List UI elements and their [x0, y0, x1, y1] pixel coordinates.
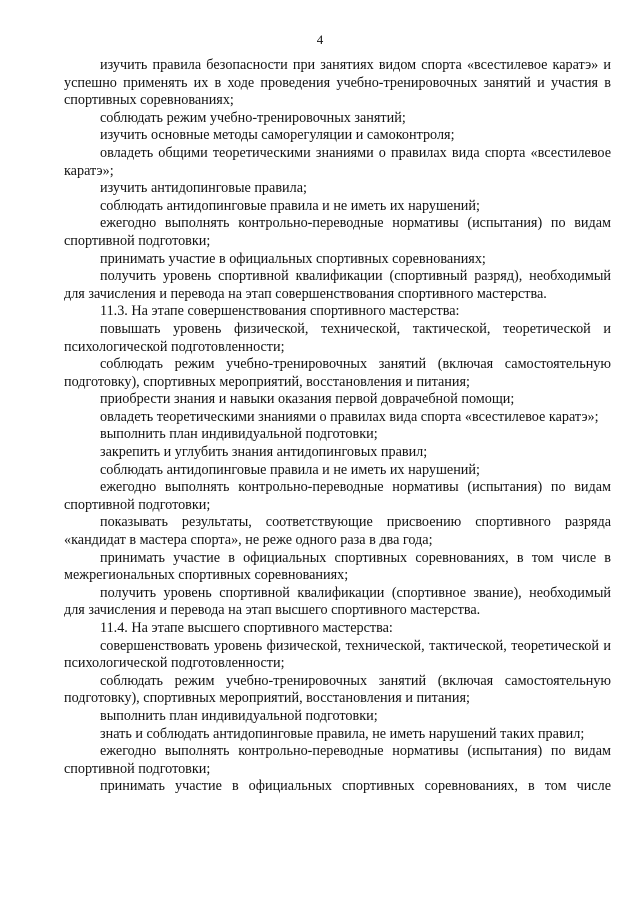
paragraph-first-aid: приобрести знания и навыки оказания первой доврачебной помощи; [100, 391, 515, 408]
paragraph-know-antidoping: знать и соблюдать антидопинговые правила, не иметь нарушений таких правил; [100, 725, 585, 742]
paragraph-annual-standards-2: ежегодно выполнять контрольно-переводные нормативы (испытания) по видам спортивной подготовки; [64, 479, 611, 513]
paragraph-annual-standards-3: ежегодно выполнять контрольно-переводные нормативы (испытания) по видам спортивной подготовки; [64, 743, 611, 777]
paragraph-individual-plan-2: выполнить план индивидуальной подготовки; [100, 707, 378, 724]
paragraph-theory-knowledge: овладеть общими теоретическими знаниями о правилах вида спорта «всестилевое каратэ»; [64, 144, 611, 179]
paragraph-official-competitions: принимать участие в официальных спортивных соревнованиях; [100, 250, 486, 267]
paragraph-qualification-rank: получить уровень спортивной квалификации (спортивный разряд), необходимый для зачисления и перевода на этап совершенствования спортивного мастерства. [64, 268, 611, 302]
paragraph-study-antidoping: изучить антидопинговые правила; [100, 180, 307, 197]
paragraph-follow-antidoping: соблюдать антидопинговые правила и не иметь их нарушений; [100, 197, 480, 214]
paragraph-self-regulation: изучить основные методы саморегуляции и самоконтроля; [100, 127, 455, 144]
paragraph-annual-standards: ежегодно выполнять контрольно-переводные нормативы (испытания) по видам спортивной подготовки; [64, 215, 611, 249]
paragraph-perfect-level: совершенствовать уровень физической, технической, тактической, теоретической и психологической подготовленности; [64, 637, 611, 672]
paragraph-follow-antidoping-2: соблюдать антидопинговые правила и не иметь их нарушений; [100, 461, 480, 478]
section-heading-11-4: 11.4. На этапе высшего спортивного мастерства: [100, 620, 393, 636]
section-heading-11-3: 11.3. На этапе совершенствования спортивного мастерства: [100, 303, 460, 320]
paragraph-show-results: показывать результаты, соответствующие присвоению спортивного разряда «кандидат в мастера спорта», не реже одного раза в два года; [64, 514, 611, 549]
paragraph-interregional-competitions: принимать участие в официальных спортивных соревнованиях, в том числе в межрегиональных спортивных соревнованиях; [64, 549, 611, 584]
paragraph-improve-level: повышать уровень физической, технической, тактической, теоретической и психологической подготовленности; [64, 320, 611, 355]
paragraph-individual-plan: выполнить план индивидуальной подготовки; [100, 426, 378, 443]
paragraph-deepen-antidoping: закрепить и углубить знания антидопинговых правил; [100, 444, 428, 461]
document-body [64, 57, 611, 796]
paragraph-training-regime: соблюдать режим учебно-тренировочных занятий; [100, 109, 406, 126]
paragraph-training-regime-extended: соблюдать режим учебно-тренировочных занятий (включая самостоятельную подготовку), спортивных мероприятий, восстановления и питания; [64, 356, 611, 390]
paragraph-master-theory: овладеть теоретическими знаниями о правилах вида спорта «всестилевое каратэ»; [100, 408, 599, 425]
paragraph-participate-competitions: принимать участие в официальных спортивных соревнованиях, в том числе [100, 778, 611, 795]
paragraph-qualification-title: получить уровень спортивной квалификации (спортивное звание), необходимый для зачисления и перевода на этап высшего спортивного мастерства. [64, 584, 611, 619]
paragraph-training-regime-3: соблюдать режим учебно-тренировочных занятий (включая самостоятельную подготовку), спортивных мероприятий, восстановления и питания; [64, 672, 611, 707]
paragraph-safety-rules: изучить правила безопасности при занятиях видом спорта «всестилевое каратэ» и успешно применять их в ходе проведения учебно-тренировочных занятий и участия в спортивных соревнованиях; [64, 57, 611, 109]
page-number: 4 [316, 32, 324, 47]
